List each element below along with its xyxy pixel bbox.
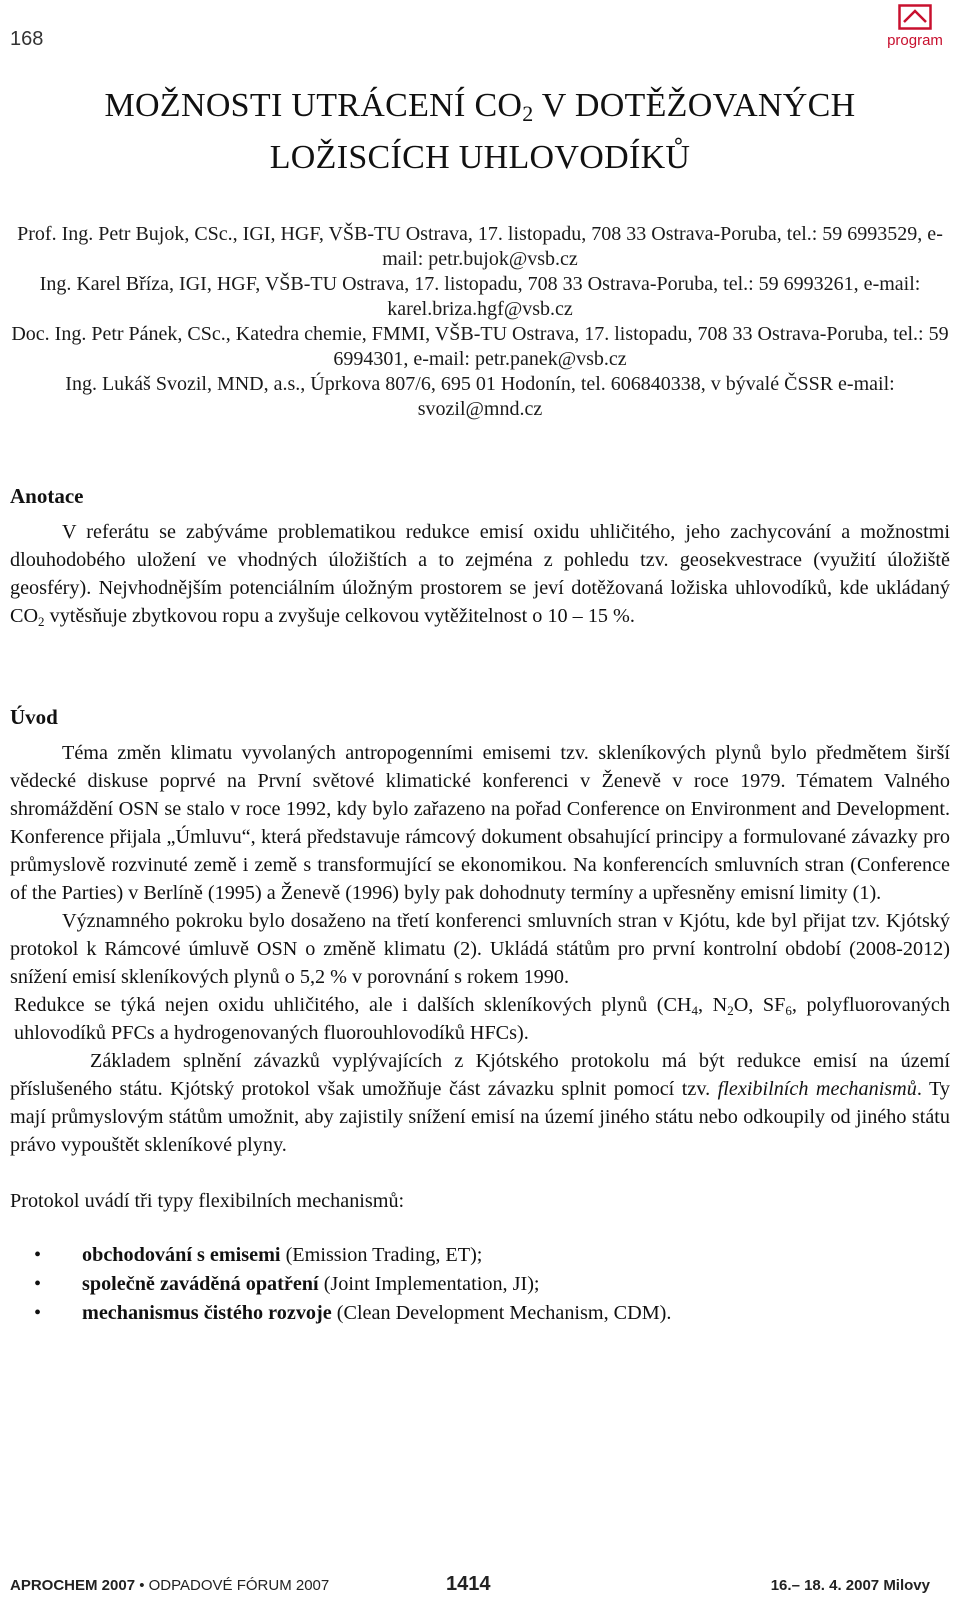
bullet-icon: • <box>34 1302 42 1324</box>
footer-page-number: 1414 <box>446 1573 491 1595</box>
mechanism-list <box>10 1241 950 1328</box>
annotation-section <box>10 482 950 630</box>
intro-paragraph: Téma změn klimatu vyvolaných antropogenními emisemi tzv. skleníkových plynů bylo předmětem širší vědecké diskuse poprvé na První světové klimatické konferenci v Ženevě v roce 1979. Tématem Valného shromáždění OSN se stalo v roce 1992, kdy bylo zařazeno na pořad Conference on Environment and Development. Konference přijala „Úmluvu“, která představuje rámcový dokument obsahující principy a formulované závazky pro průmyslově rozvinuté země i země s transformující se ekonomikou. Na konferencích smluvních stran (Conference of the Parties) v Berlíně (1995) a Ženevě (1996) byly pak dohodnuty termíny a upřesněny emisní limity (1). <box>10 742 950 904</box>
intro-paragraph: Redukce se týká nejen oxidu uhličitého, ale i dalších skleníkových plynů ($CH_4$, $N_2O$, $SF_6$, polyfluorovaných uhlovodíků PFCs a hydrogenovaných fluorouhlovodíků HFCs). <box>14 994 950 1044</box>
program-logo <box>880 4 950 49</box>
author-entry: Ing. Lukáš Svozil, MND, a.s., Úprkova 807/6, 695 01 Hodonín, tel. 606840338, v bývalé ČSSR e-mail: svozil@mnd.cz <box>65 373 895 420</box>
intro-section <box>10 703 950 1328</box>
list-item: • obchodování s emisemi (Emission Trading, ET); <box>10 1241 950 1270</box>
footer-date-place: 16.– 18. 4. 2007 Milovy <box>770 1577 930 1594</box>
title-line-1: MOŽNOSTI UTRÁCENÍ $CO_2$ V DOTĚŽOVANÝCH <box>104 87 856 126</box>
author-entry: Ing. Karel Bříza, IGI, HGF, VŠB-TU Ostrava, 17. listopadu, 708 33 Ostrava-Poruba, tel.: 59 6993261, e-mail: karel.briza.hgf@vsb.cz <box>39 273 921 320</box>
list-item: • společně zaváděná opatření (Joint Implementation, JI); <box>10 1270 950 1299</box>
bullet-icon: • <box>34 1244 42 1266</box>
title-line-2: LOŽISCÍCH UHLOVODÍKŮ <box>269 139 691 176</box>
annotation-heading: Anotace <box>10 484 84 508</box>
list-item: • mechanismus čistého rozvoje (Clean Development Mechanism, CDM). <box>10 1299 950 1328</box>
author-entry: Prof. Ing. Petr Bujok, CSc., IGI, HGF, VŠB-TU Ostrava, 17. listopadu, 708 33 Ostrava-Poruba, tel.: 59 6993529, e-mail: petr.bujok@vsb.cz <box>17 223 943 270</box>
bullet-icon: • <box>34 1273 42 1295</box>
author-list <box>10 222 950 422</box>
author-entry: Doc. Ing. Petr Pánek, CSc., Katedra chemie, FMMI, VŠB-TU Ostrava, 17. listopadu, 708 33 Ostrava-Poruba, tel.: 59 6994301, e-mail: petr.panek@vsb.cz <box>11 323 949 370</box>
page-footer <box>10 1573 930 1597</box>
footer-event: APROCHEM 2007 • ODPADOVÉ FÓRUM 2007 <box>10 1577 330 1594</box>
program-logo-icon <box>898 4 932 30</box>
program-logo-label: program <box>887 32 943 49</box>
intro-heading: Úvod <box>10 705 58 729</box>
annotation-text: V referátu se zabýváme problematikou redukce emisí oxidu uhličitého, jeho zachycování a možnostmi dlouhodobého uložení ve vhodných úložištích a to zejména z pohledu tzv. geosekvestrace (využití úložiště geosféry). Nejvhodnějším potenciálním úložným prostorem se jeví dotěžovaná ložiska uhlovodíků, kde ukládaný $CO_2$ vytěsňuje zbytkovou ropu a zvyšuje celkovou vytěžitelnost o 10 – 15 %. <box>10 521 950 629</box>
paper-title <box>0 84 960 180</box>
intro-paragraph: Protokol uvádí tři typy flexibilních mechanismů: <box>10 1190 405 1212</box>
page-number: 168 <box>10 28 44 50</box>
intro-paragraph: Základem splnění závazků vyplývajících z Kjótského protokolu má být redukce emisí na území příslušeného státu. Kjótský protokol však umožňuje část závazku splnit pomocí tzv. flexibilních mechanismů. Ty mají průmyslovým státům umožnit, aby zajistily snížení emisí na území jiného státu nebo odkoupily od jiného státu právo vypouštět skleníkové plyny. <box>10 1050 951 1156</box>
intro-paragraph: Významného pokroku bylo dosaženo na třetí konferenci smluvních stran v Kjótu, kde byl přijat tzv. Kjótský protokol k Rámcové úmluvě OSN o změně klimatu (2). Ukládá státům pro první kontrolní období (2008-2012) snížení emisí skleníkových plynů o 5,2 % v porovnání s rokem 1990. <box>10 910 950 988</box>
